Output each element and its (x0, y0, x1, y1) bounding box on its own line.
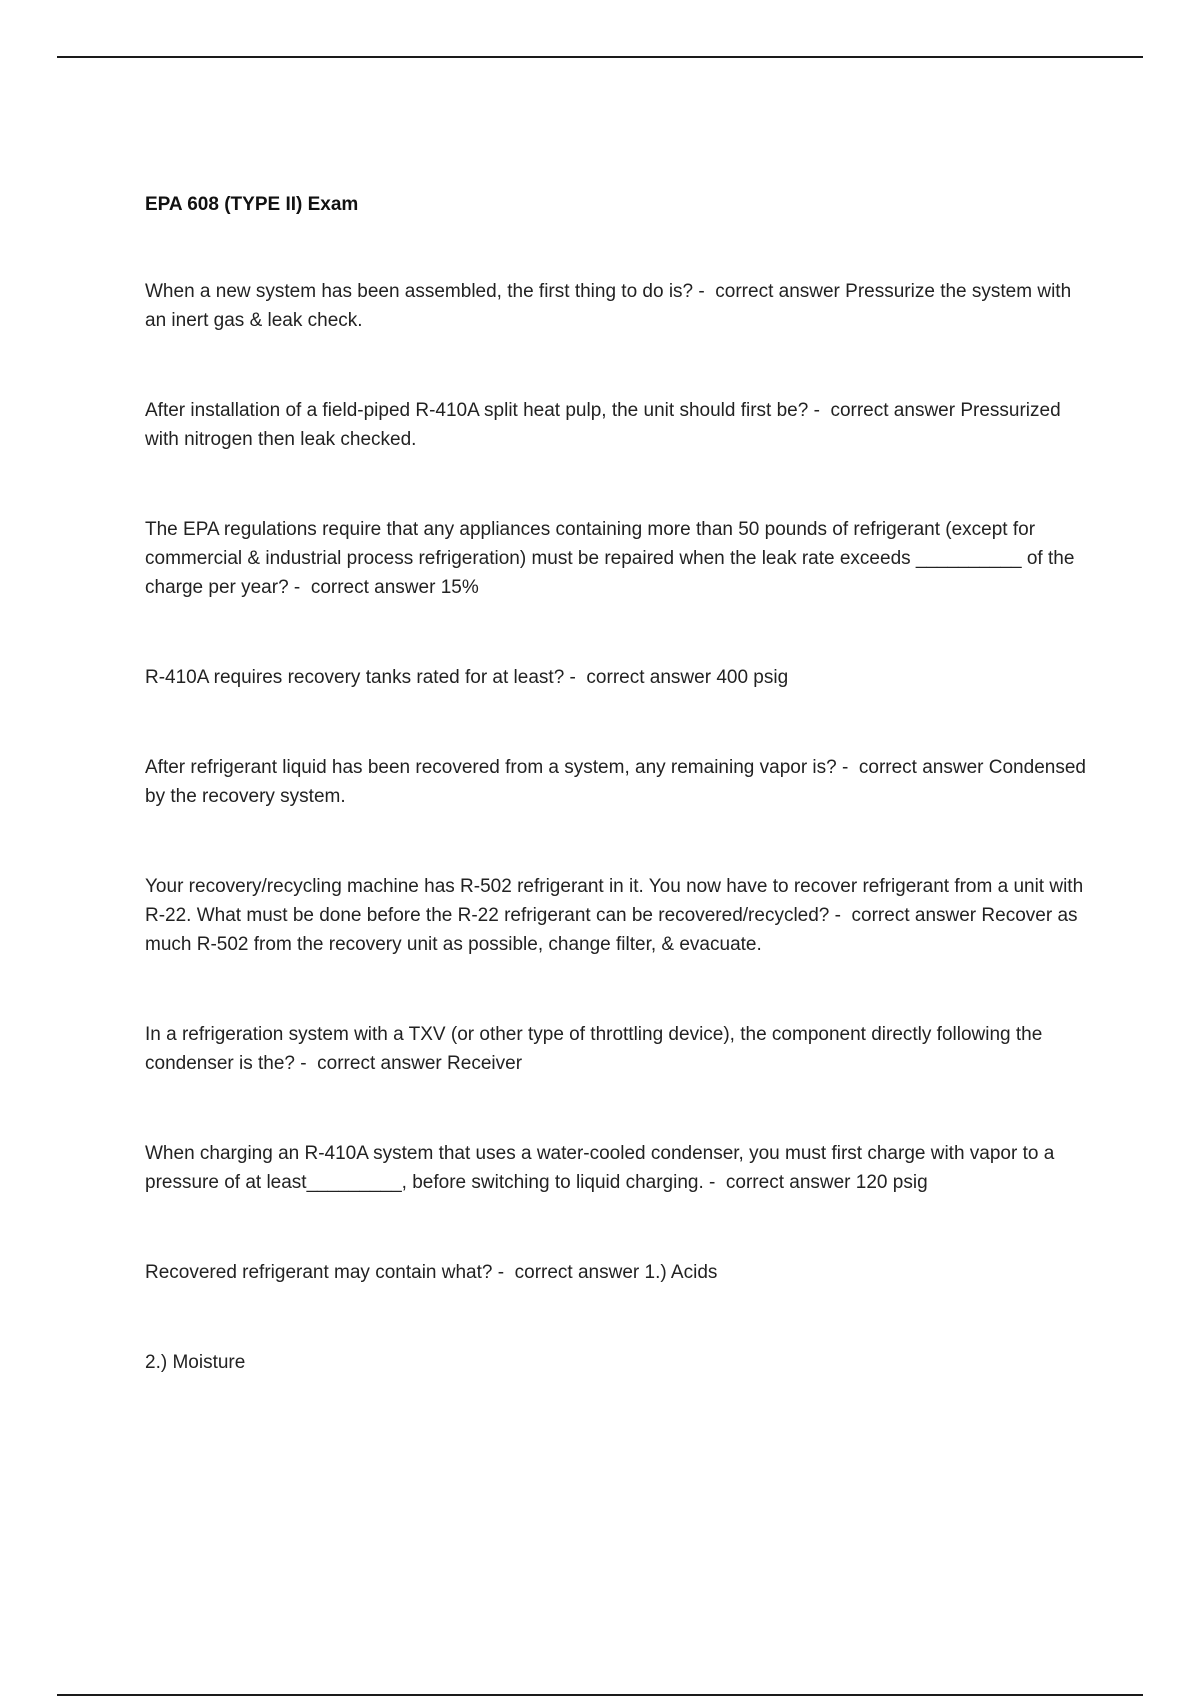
answer-separator: - correct answer (836, 757, 989, 778)
question-text: When a new system has been assembled, the first thing to do is? (145, 281, 694, 302)
qa-item-7 (145, 1020, 1095, 1078)
question-text: In a refrigeration system with a TXV (or other type of throttling device), the component directly following the condenser is the? (145, 1024, 1043, 1074)
document-body (145, 190, 1095, 1438)
answer-separator: - correct answer (288, 577, 441, 598)
bottom-rule (57, 1694, 1143, 1696)
question-text: After installation of a field-piped R-410A split heat pulp, the unit should first be? (145, 400, 809, 421)
question-text: Recovered refrigerant may contain what? (145, 1262, 493, 1283)
answer-text: 120 psig (855, 1172, 928, 1193)
qa-item-9 (145, 1258, 1095, 1287)
answer-text: Receiver (447, 1053, 523, 1074)
qa-item-5 (145, 753, 1095, 811)
answer-separator: - correct answer (808, 400, 961, 421)
answer-text: Pressurize the system with an inert gas & leak check. (145, 281, 1072, 331)
qa-item-6 (145, 872, 1095, 959)
question-text: After refrigerant liquid has been recovered from a system, any remaining vapor is? (145, 757, 837, 778)
page-title: EPA 608 (TYPE II) Exam (145, 194, 359, 215)
top-rule (57, 56, 1143, 58)
question-text: The EPA regulations require that any appliances containing more than 50 pounds of refrigerant (except for commercial & industrial process refrigeration) must be repaired when the leak rate exceeds __________ of the charge per year? (145, 519, 1075, 598)
qa-item-8 (145, 1139, 1095, 1197)
answer-separator: - correct answer (693, 281, 846, 302)
qa-item-3 (145, 515, 1095, 602)
qa-item-4 (145, 663, 1095, 692)
answer-text: Pressurized with nitrogen then leak checked. (145, 400, 1061, 450)
answer-separator: - correct answer (492, 1262, 645, 1283)
answer-separator: - correct answer (703, 1172, 856, 1193)
answer-text: 15% (440, 577, 479, 598)
question-text: When charging an R-410A system that uses a water-cooled condenser, you must first charge with vapor to a pressure of at least_________, before switching to liquid charging. (145, 1143, 1055, 1193)
answer-text: 400 psig (716, 667, 789, 688)
question-text: R-410A requires recovery tanks rated for at least? (145, 667, 565, 688)
answer-separator: - correct answer (295, 1053, 448, 1074)
answer-separator: - correct answer (564, 667, 717, 688)
question-text: Your recovery/recycling machine has R-502 refrigerant in it. You now have to recover refrigerant from a unit with R-22. What must be done before the R-22 refrigerant can be recovered/recycled? (145, 876, 1084, 926)
answer-text: Condensed by the recovery system. (145, 757, 1086, 807)
answer-separator: - correct answer (829, 905, 982, 926)
answer-text: Recover as much R-502 from the recovery unit as possible, change filter, & evacuate. (145, 905, 1078, 955)
answer-text: 1.) Acids (644, 1262, 718, 1283)
qa-item-2 (145, 396, 1095, 454)
answer-continuation: 2.) Moisture (145, 1352, 246, 1373)
qa-item-1 (145, 277, 1095, 335)
